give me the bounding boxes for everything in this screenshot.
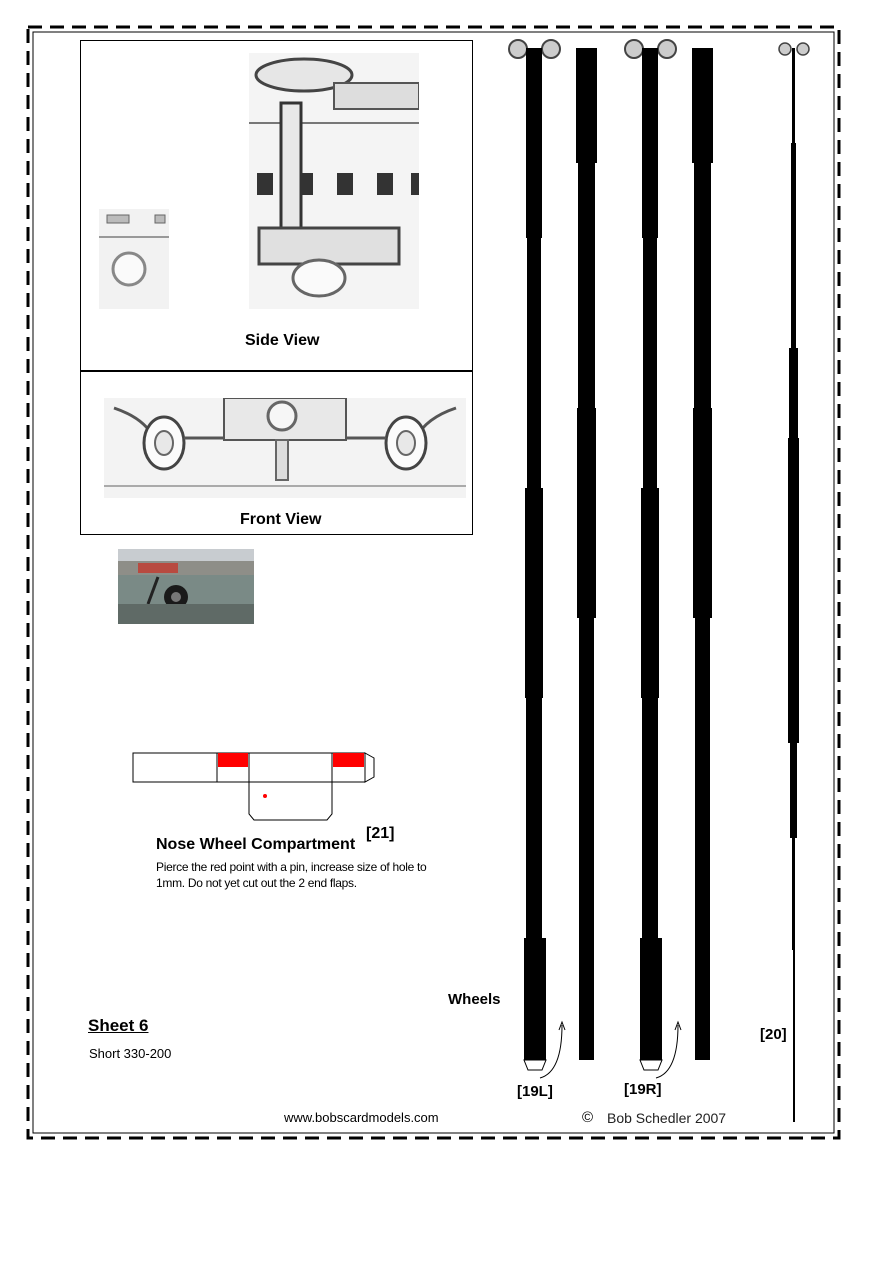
website-url: www.bobscardmodels.com xyxy=(284,1110,439,1125)
wheel-disc-20-b xyxy=(797,43,809,55)
wheel-strip-19r-b xyxy=(692,48,713,1060)
nose-wheel-instructions-line-1: Pierce the red point with a pin, increase size of hole to xyxy=(156,860,427,874)
wheel-strip-19l-a xyxy=(524,48,546,1070)
wheel-disc-19r-a xyxy=(625,40,643,58)
wheel-disc-19l-b xyxy=(542,40,560,58)
model-name: Short 330-200 xyxy=(89,1046,172,1061)
nose-wheel-instructions-line-2: 1mm. Do not yet cut out the 2 end flaps. xyxy=(156,876,357,890)
wheel-strip-19r-a xyxy=(640,48,662,1070)
part-19l-ref: [19L] xyxy=(517,1083,553,1100)
wheel-disc-19r-b xyxy=(658,40,676,58)
sheet-title: Sheet 6 xyxy=(88,1016,149,1035)
part-20-ref: [20] xyxy=(760,1026,787,1043)
wheel-disc-19l-a xyxy=(509,40,527,58)
copyright-text: Bob Schedler 2007 xyxy=(607,1110,727,1126)
side-view-label: Side View xyxy=(245,332,320,349)
front-view-label: Front View xyxy=(240,511,322,528)
wheel-strip-19l-b xyxy=(576,48,597,1060)
wheels-label: Wheels xyxy=(448,991,501,1008)
wheel-strip-20 xyxy=(788,48,799,1122)
wheel-disc-20-a xyxy=(779,43,791,55)
nose-wheel-compartment-title: Nose Wheel Compartment xyxy=(156,836,356,853)
copyright-symbol: © xyxy=(582,1109,594,1126)
part-19r-ref: [19R] xyxy=(624,1081,662,1098)
part-21-ref: [21] xyxy=(366,825,395,842)
